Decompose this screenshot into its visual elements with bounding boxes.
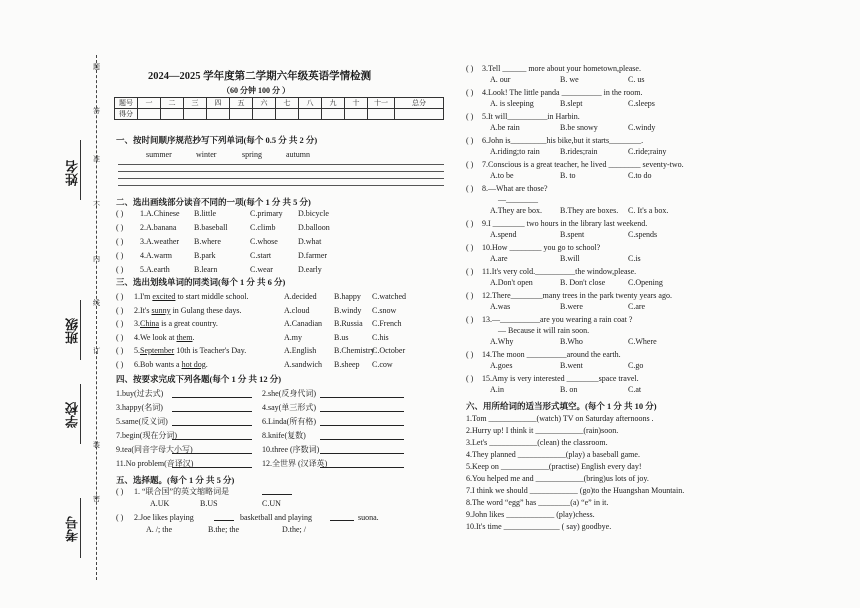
score-cell: 十一 (368, 98, 395, 109)
sentence-post: in Gulang these days. (170, 305, 242, 315)
option: C.Opening (628, 278, 663, 287)
answer-blank[interactable] (320, 425, 404, 426)
fill-in-sentence[interactable]: 6.You helped me and ____________(bring)us lots of joy. (466, 474, 649, 483)
fill-in-sentence[interactable]: 9.John likes ____________ (play)chess. (466, 510, 595, 519)
bracket[interactable]: ( ) (466, 136, 474, 145)
option: A. /; the (146, 525, 172, 534)
option: A.are (490, 254, 508, 263)
score-table-score-row (115, 109, 444, 120)
section5-heading: 五、选择题。(每个 1 分 共 5 分) (116, 475, 235, 485)
strip-char: 准 (93, 155, 100, 163)
underlined-word: them (176, 332, 193, 342)
option: D.farmer (298, 251, 328, 260)
bracket[interactable]: ( ) (116, 265, 124, 274)
question-sentence (134, 292, 249, 302)
bracket[interactable]: ( ) (466, 350, 474, 359)
option: B.baseball (194, 223, 228, 232)
option: A.sandwich (284, 359, 322, 369)
score-cell: 七 (276, 98, 299, 109)
option: B.They are boxes. (560, 206, 619, 215)
option: A.Why (490, 337, 514, 346)
word-task: 3.happy(名词) (116, 403, 163, 412)
score-row-label: 得分 (115, 109, 138, 120)
section6-heading: 六、用所给词的适当形式填空。(每个 1 分 共 10 分) (466, 401, 657, 411)
answer-blank[interactable] (262, 494, 292, 495)
score-input[interactable] (345, 109, 368, 120)
score-cell: 总分 (395, 98, 444, 109)
fill-in-sentence[interactable]: 7.I think we should ____________ (go)to the Huangshan Mountain. (466, 486, 685, 495)
option: C.spends (628, 230, 658, 239)
word-task: 4.say(单三形式) (262, 403, 316, 412)
word: autumn (286, 150, 310, 159)
bracket[interactable]: ( ) (116, 292, 124, 301)
copy-line[interactable] (118, 178, 444, 179)
option: B.US (200, 499, 218, 508)
question-text: 10.How ________ you go to school? (482, 243, 601, 252)
bracket[interactable]: ( ) (116, 332, 124, 342)
option: B.us (334, 332, 349, 342)
section4-heading: 四、按要求完成下列各题(每个 1 分 共 12 分) (116, 374, 282, 384)
option: A.Don't open (490, 278, 533, 287)
question-text: 5.It will__________in Harbin. (482, 112, 580, 121)
fill-in-sentence[interactable]: 4.They planned ____________(play) a baseball game. (466, 450, 640, 459)
score-cell: 五 (230, 98, 253, 109)
score-input[interactable] (184, 109, 207, 120)
option: B.learn (194, 265, 218, 274)
word-task: 1.buy(过去式) (116, 389, 164, 398)
word-task: 11.No problem(音译汉) (116, 459, 194, 468)
word: winter (196, 150, 217, 159)
option: B.Chemistry (334, 346, 375, 355)
underlined-word: sunny (151, 305, 171, 315)
class-label: 班级 (66, 318, 81, 344)
bracket[interactable]: ( ) (466, 88, 474, 97)
option: C.watched (372, 292, 406, 301)
question-text: 6.John is_________his bike,but it starts________. (482, 136, 644, 145)
option: B.Russia (334, 319, 363, 328)
bracket[interactable]: ( ) (466, 64, 474, 73)
question-text: 15.Amy is very interested ________space travel. (482, 374, 639, 383)
sentence-pre: 1.I'm (134, 292, 153, 301)
word-task: 6.Linda(所有格) (262, 417, 316, 426)
question-text: suona. (358, 513, 379, 522)
school-label: 学校 (66, 402, 81, 428)
bracket[interactable]: ( ) (116, 251, 124, 260)
option: A. our (490, 75, 511, 84)
word-task: 8.knife(复数) (262, 431, 306, 440)
bracket[interactable]: ( ) (116, 223, 124, 232)
question-text: — Because it will rain soon. (498, 326, 590, 335)
exam-number-label: 考号 (66, 516, 81, 542)
option: C.are (628, 302, 646, 311)
option: A.spend (490, 230, 517, 239)
option: A.They are box. (490, 206, 542, 215)
bracket[interactable]: ( ) (116, 305, 124, 315)
option: A.English (284, 346, 317, 355)
score-input[interactable] (138, 109, 161, 120)
answer-blank[interactable] (320, 397, 404, 398)
word-task: 9.tea(同音字母大小写) (116, 445, 193, 454)
fill-in-sentence[interactable]: 1.Tom ____________(watch) TV on Saturday afternoons . (466, 414, 654, 423)
answer-blank[interactable] (172, 411, 252, 412)
option: A.to be (490, 171, 514, 180)
copy-line[interactable] (118, 171, 444, 172)
option: B. we (560, 75, 579, 84)
option: B.went (560, 361, 583, 370)
option: B.little (194, 209, 216, 218)
sentence-pre: 6.Bob wants a (134, 359, 182, 369)
option: C.UN (262, 499, 281, 508)
question-text: 4.Look! The little panda __________ in the room. (482, 88, 643, 97)
question-sentence (134, 346, 246, 356)
answer-blank[interactable] (172, 397, 252, 398)
option: D.what (298, 237, 322, 246)
exam-subtitle: （60 分钟 100 分 ） (222, 86, 290, 95)
option: B. Don't close (560, 278, 606, 287)
option: A.my (284, 332, 302, 342)
bracket[interactable]: ( ) (466, 219, 474, 228)
fill-in-sentence[interactable]: 3.Let's ____________(clean) the classroom. (466, 438, 608, 447)
exam-title: 2024—2025 学年度第二学期六年级英语学情检测 (148, 71, 372, 82)
answer-blank[interactable] (172, 453, 252, 454)
option: A.was (490, 302, 511, 311)
answer-blank[interactable] (172, 439, 252, 440)
score-input[interactable] (230, 109, 253, 120)
score-table-header-row (115, 98, 444, 109)
answer-blank[interactable] (320, 439, 404, 440)
score-cell: 六 (253, 98, 276, 109)
option: C.wear (250, 265, 273, 274)
option: B.Who (560, 337, 583, 346)
option: B.spent (560, 230, 585, 239)
option: B.park (194, 251, 216, 260)
answer-blank[interactable] (320, 453, 404, 454)
option: B.will (560, 254, 580, 263)
question-sentence (134, 333, 194, 343)
strip-char: 题 (93, 63, 100, 71)
score-cell: 八 (299, 98, 322, 109)
option: 2.A.banana (140, 223, 177, 232)
option: C.sleeps (628, 99, 655, 108)
bracket[interactable]: ( ) (116, 487, 124, 496)
score-input[interactable] (299, 109, 322, 120)
copy-line[interactable] (118, 185, 444, 186)
question-text: 11.It's very cold.__________the window,please. (482, 267, 637, 276)
option: D.bicycle (298, 209, 329, 218)
strip-char: 密 (93, 495, 100, 503)
sentence-post: . (205, 359, 208, 369)
name-label: 姓名 (66, 160, 81, 186)
school-field[interactable] (80, 384, 81, 444)
sentence-pre: 5. (134, 346, 140, 355)
fill-in-sentence[interactable]: 5.Keep on ____________(practise) English every day! (466, 462, 642, 471)
sentence-post: 10th is Teacher's Day. (174, 346, 247, 355)
bracket[interactable]: ( ) (466, 160, 474, 169)
score-table (114, 97, 444, 120)
fill-in-sentence[interactable]: 2.Hurry up! I think it ____________(rain)soon. (466, 426, 619, 435)
question-text: 7.Conscious is a great teacher, he lived ________ seventy-two. (482, 160, 684, 169)
fill-in-sentence[interactable]: 10.It's time ______________ ( say) goodbye. (466, 522, 612, 531)
sentence-post: is a great country. (159, 319, 218, 328)
score-input[interactable] (395, 109, 444, 120)
option: B.sheep (334, 359, 360, 369)
question-sentence (134, 319, 218, 329)
option: B. to (560, 171, 576, 180)
score-input[interactable] (253, 109, 276, 120)
score-cell: 九 (322, 98, 345, 109)
strip-char: 内 (93, 255, 100, 263)
option: C.climb (250, 223, 276, 232)
bracket[interactable]: ( ) (466, 267, 474, 276)
score-input[interactable] (161, 109, 184, 120)
option: 3.A.weather (140, 237, 180, 246)
option: C.French (372, 319, 402, 328)
option: D.the; / (282, 525, 306, 534)
word-task: 2.she(反身代词) (262, 389, 316, 398)
option: C. us (628, 75, 645, 84)
question-text: 13.—__________are you wearing a rain coat ? (482, 315, 633, 324)
option: C.is (628, 254, 641, 263)
option: B. on (560, 385, 578, 394)
option: A.riding;to rain (490, 147, 540, 156)
underlined-word: China (140, 319, 160, 328)
word-task: 7.begin(现在分词) (116, 431, 178, 440)
option: 4.A.warm (140, 251, 172, 260)
bracket[interactable]: ( ) (466, 315, 474, 324)
bracket[interactable]: ( ) (116, 359, 124, 369)
option: B.were (560, 302, 583, 311)
sentence-pre: 4.We look at (134, 332, 177, 342)
option: C.his (372, 332, 389, 342)
option: C.cow (372, 359, 393, 369)
option: B.windy (334, 305, 362, 315)
strip-char: 订 (93, 347, 100, 355)
score-input[interactable] (322, 109, 345, 120)
answer-blank[interactable] (172, 425, 252, 426)
word: spring (242, 150, 262, 159)
strip-char: 装 (93, 441, 100, 449)
option: B.the; the (208, 525, 240, 534)
bracket[interactable]: ( ) (116, 319, 124, 328)
bracket[interactable]: ( ) (466, 243, 474, 252)
option: B.slept (560, 99, 583, 108)
option: C.go (628, 361, 644, 370)
option: 1.A.Chinese (140, 209, 180, 218)
answer-blank[interactable] (172, 467, 252, 468)
strip-char: 线 (93, 299, 100, 307)
question-text: 9.I ________ two hours in the library last weekend. (482, 219, 648, 228)
option: C.October (372, 346, 406, 355)
section3-heading: 三、选出划线单词的同类词(每个 1 分 共 6 分) (116, 277, 286, 287)
strip-char: 答 (93, 107, 100, 115)
question-text: 2.Joe likes playing (134, 513, 194, 522)
score-input[interactable] (276, 109, 299, 120)
option: A.decided (284, 292, 317, 301)
option: A.be rain (490, 123, 520, 132)
question-sentence (134, 360, 208, 370)
score-cell: 十 (345, 98, 368, 109)
bracket[interactable]: ( ) (466, 291, 474, 300)
option: C.Where (628, 337, 657, 346)
option: C.snow (372, 305, 397, 315)
option: C. It's a box. (628, 206, 669, 215)
option: A.in (490, 385, 504, 394)
question-text: 1. “联合国”的英文缩略词是 (134, 487, 230, 496)
sentence-post: . (192, 332, 195, 342)
option: C.start (250, 251, 272, 260)
answer-blank[interactable] (214, 520, 234, 521)
answer-blank[interactable] (330, 520, 354, 521)
question-text: —________ (498, 195, 538, 204)
option: B.be snowy (560, 123, 598, 132)
bracket[interactable]: ( ) (116, 346, 124, 355)
strip-char: 不 (93, 201, 100, 209)
answer-blank[interactable] (320, 411, 404, 412)
option: A.Canadian (284, 319, 322, 328)
score-cell: 一 (138, 98, 161, 109)
answer-blank[interactable] (320, 467, 404, 468)
underlined-word: September (140, 346, 175, 355)
score-cell: 二 (161, 98, 184, 109)
score-cell: 三 (184, 98, 207, 109)
copy-line[interactable] (118, 164, 444, 165)
option: 5.A.earth (140, 265, 170, 274)
option: C.whose (250, 237, 278, 246)
score-cell: 四 (207, 98, 230, 109)
bracket[interactable]: ( ) (116, 513, 124, 522)
question-text: 8.—What are those? (482, 184, 548, 193)
bracket[interactable]: ( ) (116, 237, 124, 246)
option: D.balloon (298, 223, 330, 232)
question-text: 3.Tell ______ more about your hometown,please. (482, 64, 641, 73)
option: A.UK (150, 499, 170, 508)
option: D.early (298, 265, 322, 274)
question-sentence (134, 306, 241, 316)
fill-in-sentence[interactable]: 8.The word “egg” has ________(a) “e” in it. (466, 498, 609, 507)
sentence-pre: 3. (134, 319, 140, 328)
question-text: 14.The moon __________around the earth. (482, 350, 621, 359)
option: B.rides;rain (560, 147, 598, 156)
word-task: 12.全世界 (汉译英) (262, 459, 328, 468)
question-text: basketball and playing (240, 513, 312, 522)
sentence-pre: 2.It's (134, 305, 152, 315)
section1-heading: 一、按时间顺序规范抄写下列单词(每个 0.5 分 共 2 分) (116, 135, 318, 145)
option: C.at (628, 385, 642, 394)
word-task: 10.three (序数词) (262, 445, 320, 454)
option: C.ride;rainy (628, 147, 667, 156)
name-field[interactable] (80, 140, 81, 200)
section2-heading: 二、选出画线部分读音不同的一项(每个 1 分 共 5 分) (116, 197, 311, 207)
score-cell: 题号 (115, 98, 138, 109)
bracket[interactable]: ( ) (466, 374, 474, 383)
bracket[interactable]: ( ) (466, 184, 474, 193)
option: B.happy (334, 292, 361, 301)
option: C.to do (628, 171, 652, 180)
underlined-word: hot dog (181, 359, 206, 369)
underlined-word: excited (152, 292, 176, 301)
score-input[interactable] (207, 109, 230, 120)
option: A.goes (490, 361, 513, 370)
bracket[interactable]: ( ) (466, 112, 474, 121)
bracket[interactable]: ( ) (116, 209, 124, 218)
word-task: 5.same(反义词) (116, 417, 168, 426)
exam-number-field[interactable] (80, 498, 81, 558)
option: C.windy (628, 123, 656, 132)
option: A. is sleeping (490, 99, 534, 108)
question-text: 12.There________many trees in the park twenty years ago. (482, 291, 672, 300)
sentence-post: to start middle school. (175, 292, 249, 301)
option: A.cloud (284, 305, 310, 315)
class-field[interactable] (80, 300, 81, 360)
option: B.where (194, 237, 221, 246)
option: C.primary (250, 209, 283, 218)
score-input[interactable] (368, 109, 395, 120)
word: summer (146, 150, 172, 159)
